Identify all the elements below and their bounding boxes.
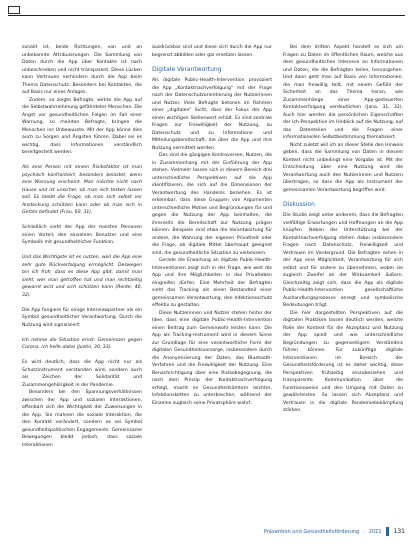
section-heading: Digitale Verantwortung xyxy=(152,66,222,73)
header-box xyxy=(8,6,20,14)
paragraph: Die hier dargestellten Perspektiven auf die digitalen Praktiken lassen deutlich werden, welche Rolle der Kontext für die Akzeptanz und Nutzung der App spielt und wie unterschiedliche Begründungen zu gegenseitigem Verständnis führen können. Für zukünftige digitale Interventionen im Bereich der Gesundheitsförderung ist es daher wichtig, diese Perspektiven frühzeitig einzubeziehen und transparente Kommunikation über die Funktionsweise und den Umgang mit Daten zu gewährleisten. So lassen sich Akzeptanz und Vertrauen in die digitale Pandemiebekämpfung stärken. xyxy=(283,310,403,413)
paragraph: Als digitale Public-Health-Intervention provoziert die App „Kontaktnachverfolgung“ mit der Frage nach der Datenschutzorientierung der Nutzerinnen und Nutzer. Viele Befragte betonen im Rahmen einer „digitalen“ Sicht, dass der Fokus der App einen wichtigen Stellenwert erhält. Es sind zentrale Fragen zur Freiwilligkeit der Nutzung, zu Datenschutz und zu Informations- und Mitteilungsbereitschaft, die über die App und ihre Nutzung vermittelt werden. xyxy=(152,78,272,151)
paragraph: sonalit ist, beide Richtungen, von und an unbekannte Attribuierungen. Die Sammlung von Daten durch die App über Kontakte ist noch unbeschrieben und nicht transparent. Diese Lücken kann Vertrauen verhindern durch die App beim Thema Datenschutz. Besonders bei Kontakten, die auf Basis nur eines Anlages. xyxy=(22,45,142,95)
interview-quote: Als eine Person mit einem Risikofaktor ist man psychisch konfrontiert, besonders belastet, wenn eine Warnung erscheint. Man möchte nicht nach Hause und ist unsicher, ob man sich testen lassen soll. Es bleibt die Frage, ob man sich selbst vor Ansteckung schützen kann oder ob man sich in Gefahr befindet (Frau, 60, 31). xyxy=(22,165,142,215)
interview-quote: Ich nehme die Situation ernst. Gemeinsam gegen Corona, ich helfe dabei (Justin, 30, 33). xyxy=(22,337,142,350)
text-column-1 xyxy=(22,44,142,522)
page-footer xyxy=(264,527,405,536)
paragraph: Die Studie zeigt unter anderem, dass die Befragten vielfältige Erwartungen und Hoffnungen an die App knüpfen. Neben der Unterstützung bei der Kontaktnachverfolgung stehen dabei insbesondere Fragen nach Datenschutz, Freiwilligkeit und Vertrauen im Vordergrund. Die Befragten sehen in der App eine Möglichkeit, Verantwortung für sich selbst und für andere zu übernehmen, wobei sie zugleich Zweifel an der Wirksamkeit äußern. Gleichzeitig zeigt sich, dass die App als digitale Public-Health-Intervention gesellschaftliche Aushandlungsprozesse anregt und symbolische Bedeutungen trägt. xyxy=(283,213,403,308)
paragraph: Bei dem dritten Aspekt handelt es sich um Fragen zu Daten im öffentlichen Raum, welche aus dem gesundheitlichen Interesse an Informationen und Daten, die die Befragten teilen, hervorgehen. Und dann geht man auf Basis von Informationen, die man freiwillig teilt, mit einem Gefühl der Sicherheit an das Thema heran, wie Zusammenhänge einer App-gesteuerten Kontaktverfolgung verdeutlichen (Jana, 31, 32). Auch hier werden die persönlichen Eigenschaften der Ich-Perspektive im Hinblick auf die Nutzung, auf das Datenteilen und die Fragen einer informationellen Selbstbestimmung thematisiert. xyxy=(283,45,403,140)
paragraph: Gerade die Erwartung an digitale Public-Health-Interventionen zeigt sich in der Frage, wie weit die App und ihre Möglichkeiten in das Privatleben eingreifen dürfen. Eine Mehrheit der Befragten sieht das Tracking als einen Bestandteil einer gemeinsamen Verantwortung, den Infektionsschutz effektiv zu gestalten. xyxy=(152,258,272,308)
paragraph: Diese Nutzerinnen und Nutzer stehen hinter der Idee, dass eine digitale Public-Health-Intervention einen Beitrag zum Gemeinwohl leisten kann. Die App als Tracking-Instrument wird in diesem Sinne zur Grundlage für eine verantwortliche Form der digitalen Gesundheitsvorsorge, insbesondere durch die Anonymisierung der Daten, das Bluetooth-Verfahren und die Freiwilligkeit der Nutzung. Eine Benachrichtigung über eine Risikobegegnung, die nach dem Prinzip der Kontaktnachverfolgung erfolgt, macht es Gesundheitsämtern leichter, Infektionsketten zu unterbrechen, während der Einzelne zugleich seine Privatsphäre wahrt. xyxy=(152,310,272,406)
paragraph: Das sind die gängigen Kontroversen, Nutzen, die in Zusammenhang mit der Einführung der App stehen. Vielmehr lassen sich in diesem Bereich drei unterschiedliche Perspektiven auf die App identifizieren, die sich auf die Dimensionen der Verantwortung des Handelns beziehen. Es ist erkennbar, dass diese Gruppen von Argumenten unterschiedliche Motive und Begründungen für und gegen die Nutzung der App beinhalten, die ihrerseits die Bereitschaft zur Nutzung prägen können. Beispiele sind etwa die Verantwortung für andere, die Wahrung der eigenen Privatheit oder die Frage, ob digitale Mittel überhaupt geeignet sind, die gesundheitliche Situation zu verbessern. xyxy=(152,153,272,256)
paragraph: Schließlich sieht der App der meisten Personen einen Vorteil, den einzelnen Benutzer und eine Symbolik mit gesundheitlicher Funktion. xyxy=(22,225,142,245)
footer-accent-bar xyxy=(386,527,389,536)
paragraph: Es wird deutlich, dass die App nicht nur als Schutzinstrument verstanden wird, sondern auch als Zeichen der Solidarität und Zusammengehörigkeit in der Pandemie. xyxy=(22,360,142,388)
section-heading: Diskussion xyxy=(283,201,315,208)
paragraph: Zudem, so zeigte Befragte, wirkte die App auf die Selbstwahrnehmung gefährdeter Menschen. Die Angst vor gesundheitlichen Folgen im Fall einer Warnung, so meinten Befragte, bringen die Menschen ins Unbewusste. Mit der App könne dies auch zu Sorgen und Ängsten führen. Dabei sei es wichtig, dass Informationen verständlich bereitgestellt werden. xyxy=(22,97,142,155)
page-number: 131 xyxy=(393,528,405,535)
journal-name: Prävention und Gesundheitsförderung xyxy=(263,528,360,535)
paragraph: Besonders bei den Spannungsverhältnissen zwischen der App und sozialen Interaktionen, offenbart sich die Wichtigkeit der Zuweisungen in die App. Sie mahnen die soziale Interaktion, die den Kontakt verändert, sondern es sei Symbol gesundheitspolitischen Engagements. Gemeinsame Bewegungen bleibt jedoch, dass soziale Interaktionen xyxy=(22,390,142,448)
paragraph: Die App fungiere für einige Interviewpartner als ein Symbol gesundheitlicher Verantwortung. Durch die Nutzung wird signalisiert: xyxy=(22,307,142,328)
interview-quote: Und das Wichtigste ist es nutzen, weil die App eine sehr gute Rückverfolgung ermöglicht. Deswegen bin ich froh, dass es diese App gibt, damit man sieht, wer man getroffen hat und man rechtzeitig gewarnt wird und sich schützen kann (Rente, 40, 32). xyxy=(22,255,142,298)
text-column-2 xyxy=(152,44,272,522)
header-rule xyxy=(8,6,405,16)
paragraph: ausdrückbar sind und diese sich durch die App nur begrenzt abbilden oder gar ersetzen lassen. xyxy=(152,45,272,58)
journal-year: 2021 xyxy=(368,528,382,535)
text-column-3 xyxy=(283,44,403,522)
paragraph: Nicht zuletzt will ich an dieser Stelle den Hinweis geben, dass die Sammlung von Daten in diesem Kontext nicht unbedingt eine Vorgabe ist. Mit der Entscheidung über eine Nutzung wird die Verantwortung auch den Nutzerinnen und Nutzern übertragen, so dass die App als Instrument der gemeinsamen Verantwortung begriffen wird. xyxy=(283,142,403,193)
footer-separator: · xyxy=(363,528,365,535)
